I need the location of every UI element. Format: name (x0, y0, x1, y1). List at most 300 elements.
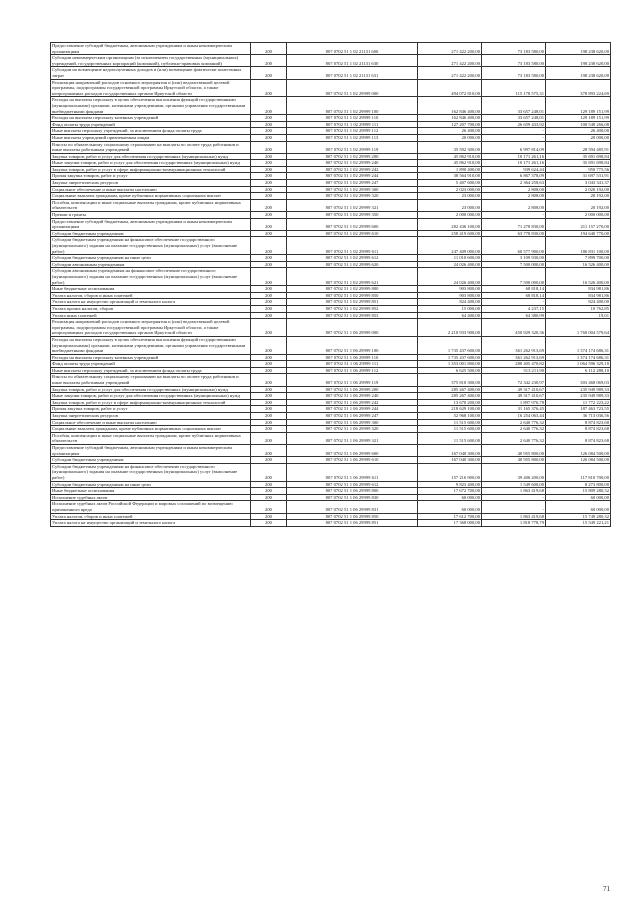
row-approved-cell: 1 890 400,00 (418, 167, 482, 173)
row-approved-cell: 167 040 300,00 (418, 457, 482, 463)
row-executed-cell: 68 818,14 (482, 293, 546, 299)
row-code-cell: 200 (251, 142, 287, 153)
row-name-cell: Предоставление субсидий бюджетным, автономным учреждениям и иным некоммерческим организациям (51, 219, 251, 230)
row-code-cell: 200 (251, 212, 287, 218)
row-approved-cell: 11 010 600,00 (418, 255, 482, 261)
row-approved-cell: 17 612 700,00 (418, 514, 482, 520)
row-approved-cell: 38 564 910,00 (418, 173, 482, 179)
row-executed-cell: 939 624,44 (482, 167, 546, 173)
table-row (51, 406, 611, 413)
row-approved-cell: 162 846 400,00 (418, 97, 482, 114)
row-executed-cell: 73 183 580,00 (482, 55, 546, 66)
row-code-cell: 200 (251, 306, 287, 312)
row-approved-cell: 17 672 700,00 (418, 488, 482, 494)
row-name-cell: Взносы по обязательному социальному страхованию на выплаты по оплате труда работников и иные выплаты работникам учреждений (51, 142, 251, 153)
row-name-cell: Иные бюджетные ассигнования (51, 286, 251, 292)
row-executed-cell: - (482, 495, 546, 501)
table-row (51, 337, 611, 355)
row-classification-cell: 807 0702 51 1 06 29999 111 (287, 361, 418, 367)
row-classification-cell: 807 0702 51 1 06 29999 800 (287, 488, 418, 494)
row-code-cell: 200 (251, 154, 287, 160)
row-remaining-cell: 198 238 620,00 (546, 55, 611, 66)
row-code-cell: 200 (251, 122, 287, 128)
row-remaining-cell: 194 640 770,00 (546, 231, 611, 237)
row-code-cell: 200 (251, 514, 287, 520)
row-classification-cell: 807 0702 51 1 06 29999 119 (287, 374, 418, 385)
row-approved-cell: 11 515 600,00 (418, 433, 482, 444)
row-classification-cell: 807 0702 51 1 06 29999 610 (287, 457, 418, 463)
row-classification-cell: 807 0702 51 1 02 29999 853 (287, 313, 418, 319)
row-classification-cell: 807 0702 51 1 06 29999 851 (287, 520, 418, 526)
row-approved-cell: 271 422 200,00 (418, 55, 482, 66)
table-row (51, 420, 611, 427)
row-name-cell: Субсидии бюджетным учреждениям (51, 231, 251, 237)
row-classification-cell: 807 0702 51 1 02 21131 631 (287, 67, 418, 78)
row-executed-cell: 63 778 830,00 (482, 231, 546, 237)
row-executed-cell: - (482, 501, 546, 512)
row-classification-cell: 807 0702 51 1 02 29999 300 (287, 187, 418, 193)
row-name-cell: Социальное обеспечение и иные выплаты населению (51, 187, 251, 193)
row-executed-cell: 4 237,15 (482, 306, 546, 312)
row-code-cell: 200 (251, 262, 287, 268)
table-row (51, 167, 611, 174)
row-classification-cell: 807 0702 51 1 06 29999 242 (287, 400, 418, 406)
row-code-cell: 200 (251, 445, 287, 456)
row-code-cell: 200 (251, 374, 287, 385)
row-approved-cell: 285 267 400,00 (418, 393, 482, 399)
row-name-cell: Уплата прочих налогов, сборов (51, 306, 251, 312)
table-row (51, 55, 611, 67)
row-name-cell: Субсидии бюджетным учреждениям на иные цели (51, 255, 251, 261)
row-classification-cell: 807 0702 51 1 06 29999 831 (287, 501, 418, 512)
table-row (51, 200, 611, 212)
table-row (51, 413, 611, 420)
row-approved-cell: 162 846 400,00 (418, 115, 482, 121)
row-classification-cell: 807 0702 51 1 02 29999 112 (287, 128, 418, 134)
row-code-cell: 200 (251, 406, 287, 412)
row-classification-cell: 807 0702 51 1 02 29999 611 (287, 237, 418, 254)
row-code-cell: 200 (251, 319, 287, 336)
table-row (51, 128, 611, 135)
row-classification-cell: 807 0702 51 1 06 29999 100 (287, 337, 418, 354)
row-approved-cell: 23 000,00 (418, 200, 482, 211)
row-approved-cell: 282 436 100,00 (418, 219, 482, 230)
row-remaining-cell: 16 526 400,00 (546, 262, 611, 268)
row-name-cell: Закупка энергетических ресурсов (51, 413, 251, 419)
row-name-cell: Субсидии бюджетным учреждениям на финансовое обеспечение государственного (муниципального) задания на оказание государственных (муниципальных) услуг (выполнение работ) (51, 464, 251, 481)
row-classification-cell: 807 0702 51 1 02 29999 110 (287, 115, 418, 121)
row-remaining-cell: 35 691 698,84 (546, 154, 611, 160)
table-row (51, 313, 611, 320)
row-approved-cell: 247 409 000,00 (418, 237, 482, 254)
row-code-cell: 200 (251, 55, 287, 66)
row-executed-cell: 2 364 258,63 (482, 180, 546, 186)
row-classification-cell: 807 0702 51 1 02 29999 851 (287, 299, 418, 305)
row-code-cell: 200 (251, 387, 287, 393)
row-name-cell: Реализация направлений расходов основного мероприятия и (или) ведомственной целевой программы, подпрограммы государственной программы Иркутской области, а также непрограммных расходов государственных органов Иркутской области (51, 319, 251, 336)
row-remaining-cell: 211 157 270,00 (546, 219, 611, 230)
row-executed-cell: 10 171 261,16 (482, 154, 546, 160)
table-row (51, 299, 611, 306)
row-code-cell: 200 (251, 286, 287, 292)
row-classification-cell: 807 0702 51 1 06 29999 244 (287, 406, 418, 412)
row-name-cell: Расходы на выплаты персоналу казенных учреждений (51, 115, 251, 121)
row-approved-cell: 127 207 700,00 (418, 122, 482, 128)
table-row (51, 286, 611, 293)
table-row (51, 180, 611, 187)
row-approved-cell: 20 000,00 (418, 135, 482, 141)
row-approved-cell: 45 862 910,00 (418, 154, 482, 160)
row-classification-cell: 807 0702 51 1 06 29999 300 (287, 420, 418, 426)
row-remaining-cell: 187 463 723,55 (546, 406, 611, 412)
row-code-cell: 200 (251, 219, 287, 230)
row-name-cell: Уплата налога на имущество организаций и земельного налога (51, 520, 251, 526)
row-executed-cell: 1 897 976,78 (482, 400, 546, 406)
row-executed-cell: 1 863 419,68 (482, 488, 546, 494)
row-code-cell: 200 (251, 488, 287, 494)
row-executed-cell: 7 500 000,00 (482, 262, 546, 268)
row-remaining-cell: 60 000,00 (546, 501, 611, 512)
table-row (51, 219, 611, 231)
row-classification-cell: 807 0702 51 1 06 29999 321 (287, 433, 418, 444)
table-row (51, 173, 611, 180)
row-executed-cell: 26 659 433,92 (482, 122, 546, 128)
row-executed-cell: 71 278 830,00 (482, 219, 546, 230)
row-executed-cell: 2 640 776,32 (482, 433, 546, 444)
row-executed-cell: 2 808,00 (482, 187, 546, 193)
row-name-cell: Уплата иных платежей (51, 313, 251, 319)
row-approved-cell: 24 026 400,00 (418, 268, 482, 285)
row-classification-cell: 807 0702 51 1 02 29999 610 (287, 231, 418, 237)
row-code-cell: 200 (251, 187, 287, 193)
table-row (51, 160, 611, 167)
row-code-cell: 200 (251, 97, 287, 114)
row-remaining-cell: 26 400,00 (546, 128, 611, 134)
row-classification-cell: 807 0702 51 1 02 29999 621 (287, 268, 418, 285)
row-approved-cell: 64 400,00 (418, 313, 482, 319)
row-executed-cell: 361 262 913,69 (482, 337, 546, 354)
row-name-cell: Взносы по обязательному социальному страхованию на выплаты по оплате труда работников и иные выплаты работникам учреждений (51, 374, 251, 385)
table-row (51, 433, 611, 445)
row-remaining-cell: 126 084 500,00 (546, 457, 611, 463)
row-executed-cell: 33 657 248,01 (482, 97, 546, 114)
row-classification-cell: 807 0702 51 1 02 29999 850 (287, 293, 418, 299)
row-remaining-cell: 8 874 823,68 (546, 426, 611, 432)
row-code-cell: 200 (251, 167, 287, 173)
row-name-cell: Расходы на выплаты персоналу казенных учреждений (51, 355, 251, 361)
row-remaining-cell: 834 981,86 (546, 293, 611, 299)
row-code-cell: 200 (251, 313, 287, 319)
row-remaining-cell: 28 594 485,91 (546, 142, 611, 153)
row-approved-cell: 2 023 000,00 (418, 187, 482, 193)
row-remaining-cell: 834 981,86 (546, 286, 611, 292)
row-code-cell: 200 (251, 400, 287, 406)
row-remaining-cell: 15 549 221,21 (546, 520, 611, 526)
row-approved-cell: 494 072 810,00 (418, 80, 482, 97)
row-name-cell: Иные бюджетные ассигнования (51, 488, 251, 494)
row-approved-cell: 45 862 910,00 (418, 160, 482, 166)
row-remaining-cell: 16 526 400,00 (546, 268, 611, 285)
row-remaining-cell: 2 000 000,00 (546, 212, 611, 218)
row-name-cell: Субсидии некоммерческим организациям (за исключением государственных (муниципальных) учреждений, государственных корпораций (компаний), публично-правовых компаний) (51, 55, 251, 66)
table-row (51, 457, 611, 464)
row-name-cell: Исполнение судебных актов (51, 495, 251, 501)
row-approved-cell: 13 670 200,00 (418, 400, 482, 406)
row-approved-cell: 903 800,00 (418, 286, 482, 292)
row-approved-cell: 5 407 600,00 (418, 180, 482, 186)
row-classification-cell: 807 0702 51 1 02 29999 852 (287, 306, 418, 312)
row-remaining-cell: 15 809 280,32 (546, 488, 611, 494)
row-executed-cell: - (482, 128, 546, 134)
row-remaining-cell: 31 697 531,91 (546, 173, 611, 179)
page-number: 71 (603, 885, 610, 893)
row-classification-cell: 807 0702 51 1 02 29999 100 (287, 97, 418, 114)
row-classification-cell: 807 0702 51 1 06 29999 320 (287, 426, 418, 432)
row-classification-cell: 807 0702 51 1 02 29999 200 (287, 154, 418, 160)
row-name-cell: Иные выплаты учреждений привлекаемым лицам (51, 135, 251, 141)
row-name-cell: Предоставление субсидий бюджетным, автономным учреждениям и иным некоммерческим организациям (51, 445, 251, 456)
row-executed-cell: - (482, 299, 546, 305)
table-row (51, 319, 611, 337)
table-row (51, 43, 611, 55)
table-row (51, 212, 611, 219)
row-code-cell: 200 (251, 293, 287, 299)
row-classification-cell: 807 0702 51 1 02 29999 247 (287, 180, 418, 186)
row-remaining-cell: 11 772 223,22 (546, 400, 611, 406)
row-code-cell: 200 (251, 268, 287, 285)
row-remaining-cell: 10 762,85 (546, 306, 611, 312)
row-executed-cell: 361 262 913,69 (482, 355, 546, 361)
table-row (51, 393, 611, 400)
row-approved-cell: 218 629 100,00 (418, 406, 482, 412)
row-approved-cell: 375 810 300,00 (418, 374, 482, 385)
row-classification-cell: 807 0702 51 1 06 29999 850 (287, 514, 418, 520)
row-remaining-cell: 235 949 989,33 (546, 393, 611, 399)
row-remaining-cell: 2 020 192,00 (546, 187, 611, 193)
row-executed-cell: 6 867 378,09 (482, 173, 546, 179)
row-executed-cell: 60 577 900,00 (482, 237, 546, 254)
row-remaining-cell: 8 874 823,68 (546, 420, 611, 426)
row-code-cell: 200 (251, 501, 287, 512)
row-code-cell: 200 (251, 43, 287, 54)
row-classification-cell: 807 0702 51 1 06 29999 200 (287, 387, 418, 393)
row-name-cell: Закупка товаров, работ и услуг в сфере информационно-коммуникационных технологий (51, 167, 251, 173)
row-name-cell: Исполнение судебных актов Российской Федерации и мировых соглашений по возмещению причиненного вреда (51, 501, 251, 512)
row-code-cell: 200 (251, 433, 287, 444)
row-code-cell: 200 (251, 173, 287, 179)
row-code-cell: 200 (251, 520, 287, 526)
row-classification-cell: 807 0702 51 1 02 29999 321 (287, 200, 418, 211)
row-classification-cell: 807 0702 51 1 06 29999 110 (287, 355, 418, 361)
row-name-cell: Пособия, компенсации и иные социальные выплаты гражданам, кроме публичных нормативных обязательств (51, 200, 251, 211)
row-classification-cell: 807 0702 51 1 02 29999 000 (287, 80, 418, 97)
row-name-cell: Премии и гранты (51, 212, 251, 218)
row-approved-cell: 271 422 200,00 (418, 43, 482, 54)
row-name-cell: Закупка товаров, работ и услуг в сфере информационно-коммуникационных технологий (51, 400, 251, 406)
row-classification-cell: 807 0702 51 1 02 29999 242 (287, 167, 418, 173)
row-remaining-cell: 303 468 069,03 (546, 374, 611, 385)
row-remaining-cell: 1 064 596 329,18 (546, 361, 611, 367)
row-approved-cell: 1 735 437 600,00 (418, 337, 482, 354)
row-name-cell: Фонд оплаты труда учреждений (51, 122, 251, 128)
row-approved-cell: 2 210 933 900,00 (418, 319, 482, 336)
row-approved-cell: 9 823 400,00 (418, 482, 482, 488)
row-name-cell: Уплата налогов, сборов и иных платежей (51, 514, 251, 520)
row-remaining-cell: 186 831 100,00 (546, 237, 611, 254)
row-executed-cell: 16 254 063,44 (482, 413, 546, 419)
table-row (51, 268, 611, 286)
row-name-cell: Реализация направлений расходов основного мероприятия и (или) ведомственной целевой программы, подпрограммы государственной программы Иркутской области, а также непрограммных расходов государственных органов Иркутской области (51, 80, 251, 97)
row-name-cell: Уплата налогов, сборов и иных платежей (51, 293, 251, 299)
row-name-cell: Социальные выплаты гражданам, кроме публичных нормативных социальных выплат (51, 193, 251, 199)
row-code-cell: 200 (251, 426, 287, 432)
row-remaining-cell: 1 760 004 579,64 (546, 319, 611, 336)
row-classification-cell: 807 0702 51 1 06 29999 830 (287, 495, 418, 501)
table-row (51, 67, 611, 79)
row-executed-cell: 2 640 776,32 (482, 420, 546, 426)
table-row (51, 514, 611, 521)
row-name-cell: Расходы на выплаты персоналу в целях обеспечения выполнения функций государственными (муниципальными) органами, казенными учреждениями, органами управления государственными внебюджетными фондами (51, 97, 251, 114)
row-remaining-cell: 198 238 620,00 (546, 43, 611, 54)
row-code-cell: 200 (251, 231, 287, 237)
table-row (51, 237, 611, 255)
table-row (51, 293, 611, 300)
row-approved-cell: 11 515 600,00 (418, 426, 482, 432)
row-approved-cell: 271 422 200,00 (418, 67, 482, 78)
row-classification-cell: 807 0702 51 1 06 29999 600 (287, 445, 418, 456)
row-name-cell: Иные выплаты персоналу учреждений, за исключением фонда оплаты труда (51, 128, 251, 134)
row-code-cell: 200 (251, 67, 287, 78)
row-classification-cell: 807 0702 51 1 02 29999 244 (287, 173, 418, 179)
row-executed-cell: 513 211,90 (482, 368, 546, 374)
row-remaining-cell: 20 192,00 (546, 200, 611, 211)
row-approved-cell: 11 515 600,00 (418, 420, 482, 426)
table-row (51, 488, 611, 495)
row-remaining-cell: 198 238 620,00 (546, 67, 611, 78)
row-approved-cell: 17 368 000,00 (418, 520, 482, 526)
row-name-cell: Фонд оплаты труда учреждений (51, 361, 251, 367)
row-remaining-cell: 378 893 224,69 (546, 80, 611, 97)
row-classification-cell: 807 0702 51 1 06 29999 612 (287, 482, 418, 488)
row-approved-cell: 6 625 500,00 (418, 368, 482, 374)
table-row (51, 482, 611, 489)
row-code-cell: 200 (251, 299, 287, 305)
row-name-cell: Закупка товаров, работ и услуг для обеспечения государственных (муниципальных) нужд (51, 154, 251, 160)
row-approved-cell: 1 353 001 800,00 (418, 361, 482, 367)
table-row (51, 142, 611, 154)
row-code-cell: 200 (251, 457, 287, 463)
table-row (51, 495, 611, 502)
row-name-cell: Субсидии бюджетным учреждениям на финансовое обеспечение государственного (муниципального) задания на оказание государственных (муниципальных) услуг (выполнение работ) (51, 237, 251, 254)
row-code-cell: 200 (251, 393, 287, 399)
row-name-cell: Закупка товаров, работ и услуг для обеспечения государственных (муниципальных) нужд (51, 387, 251, 393)
table-row (51, 501, 611, 513)
row-name-cell: Иные закупки товаров, работ и услуг для обеспечения государственных (муниципальных) нужд (51, 393, 251, 399)
row-code-cell: 200 (251, 368, 287, 374)
row-executed-cell: 68 818,14 (482, 286, 546, 292)
row-approved-cell: 26 400,00 (418, 128, 482, 134)
row-executed-cell: 72 342 230,97 (482, 374, 546, 385)
row-executed-cell: 450 929 320,36 (482, 319, 546, 336)
row-executed-cell: 6 997 814,09 (482, 142, 546, 153)
row-approved-cell: 23 000,00 (418, 193, 482, 199)
row-code-cell: 200 (251, 420, 287, 426)
row-code-cell: 200 (251, 135, 287, 141)
row-remaining-cell: 20 192,00 (546, 193, 611, 199)
row-classification-cell: 807 0702 51 1 02 21131 630 (287, 55, 418, 66)
table-row (51, 154, 611, 161)
row-approved-cell: 2 000 000,00 (418, 212, 482, 218)
row-executed-cell: 73 183 580,00 (482, 67, 546, 78)
row-classification-cell: 807 0702 51 1 02 29999 113 (287, 135, 418, 141)
row-classification-cell: 807 0702 51 1 02 29999 600 (287, 219, 418, 230)
row-code-cell: 200 (251, 361, 287, 367)
row-classification-cell: 807 0702 51 1 02 29999 350 (287, 212, 418, 218)
row-remaining-cell: 35 691 698,84 (546, 160, 611, 166)
row-remaining-cell: 126 084 500,00 (546, 445, 611, 456)
row-executed-cell: - (482, 212, 546, 218)
table-row (51, 306, 611, 313)
row-name-cell: Субсидии автономным учреждениям (51, 262, 251, 268)
row-classification-cell: 807 0702 51 1 02 29999 240 (287, 160, 418, 166)
row-approved-cell: 15 000,00 (418, 306, 482, 312)
row-code-cell: 200 (251, 255, 287, 261)
row-name-cell: Субсидии на возмещение недополученных доходов и (или) возмещение фактически понесенных затрат (51, 67, 251, 78)
row-approved-cell: 60 000,00 (418, 495, 482, 501)
row-executed-cell: 33 657 248,01 (482, 115, 546, 121)
row-name-cell: Социальное обеспечение и иные выплаты населению (51, 420, 251, 426)
row-classification-cell: 807 0702 51 1 02 29999 119 (287, 142, 418, 153)
row-classification-cell: 807 0702 51 1 06 29999 000 (287, 319, 418, 336)
row-name-cell: Субсидии бюджетным учреждениям (51, 457, 251, 463)
row-executed-cell: 1 818 778,79 (482, 520, 546, 526)
row-executed-cell: 288 405 470,82 (482, 361, 546, 367)
row-remaining-cell: 117 810 700,00 (546, 464, 611, 481)
row-code-cell: 200 (251, 237, 287, 254)
table-row (51, 374, 611, 386)
row-executed-cell: 49 317 410,67 (482, 387, 546, 393)
row-remaining-cell: 1 374 174 686,31 (546, 355, 611, 361)
row-approved-cell: 285 267 400,00 (418, 387, 482, 393)
row-remaining-cell: 3 043 341,37 (546, 180, 611, 186)
row-code-cell: 200 (251, 355, 287, 361)
row-code-cell: 200 (251, 495, 287, 501)
row-approved-cell: 35 592 300,00 (418, 142, 482, 153)
row-remaining-cell: 36 713 036,56 (546, 413, 611, 419)
row-executed-cell: 40 955 800,00 (482, 457, 546, 463)
row-executed-cell: 40 955 800,00 (482, 445, 546, 456)
row-approved-cell: 167 040 300,00 (418, 445, 482, 456)
row-code-cell: 200 (251, 464, 287, 481)
row-executed-cell: 31 165 376,45 (482, 406, 546, 412)
row-remaining-cell: 15 749 280,32 (546, 514, 611, 520)
row-approved-cell: 903 800,00 (418, 293, 482, 299)
row-executed-cell: 64 380,99 (482, 313, 546, 319)
row-code-cell: 200 (251, 160, 287, 166)
row-remaining-cell: 235 949 989,33 (546, 387, 611, 393)
row-classification-cell: 807 0702 51 1 02 29999 620 (287, 262, 418, 268)
row-executed-cell: 2 640 776,32 (482, 426, 546, 432)
table-row (51, 262, 611, 269)
row-name-cell: Пособия, компенсации и иные социальные выплаты гражданам, кроме публичных нормативных обязательств (51, 433, 251, 444)
table-row (51, 255, 611, 262)
row-name-cell: Социальные выплаты гражданам, кроме публичных нормативных социальных выплат (51, 426, 251, 432)
table-row (51, 80, 611, 98)
row-classification-cell: 807 0702 51 1 06 29999 112 (287, 368, 418, 374)
row-remaining-cell: 1 374 174 686,31 (546, 337, 611, 354)
row-code-cell: 200 (251, 482, 287, 488)
row-remaining-cell: 950 775,56 (546, 167, 611, 173)
